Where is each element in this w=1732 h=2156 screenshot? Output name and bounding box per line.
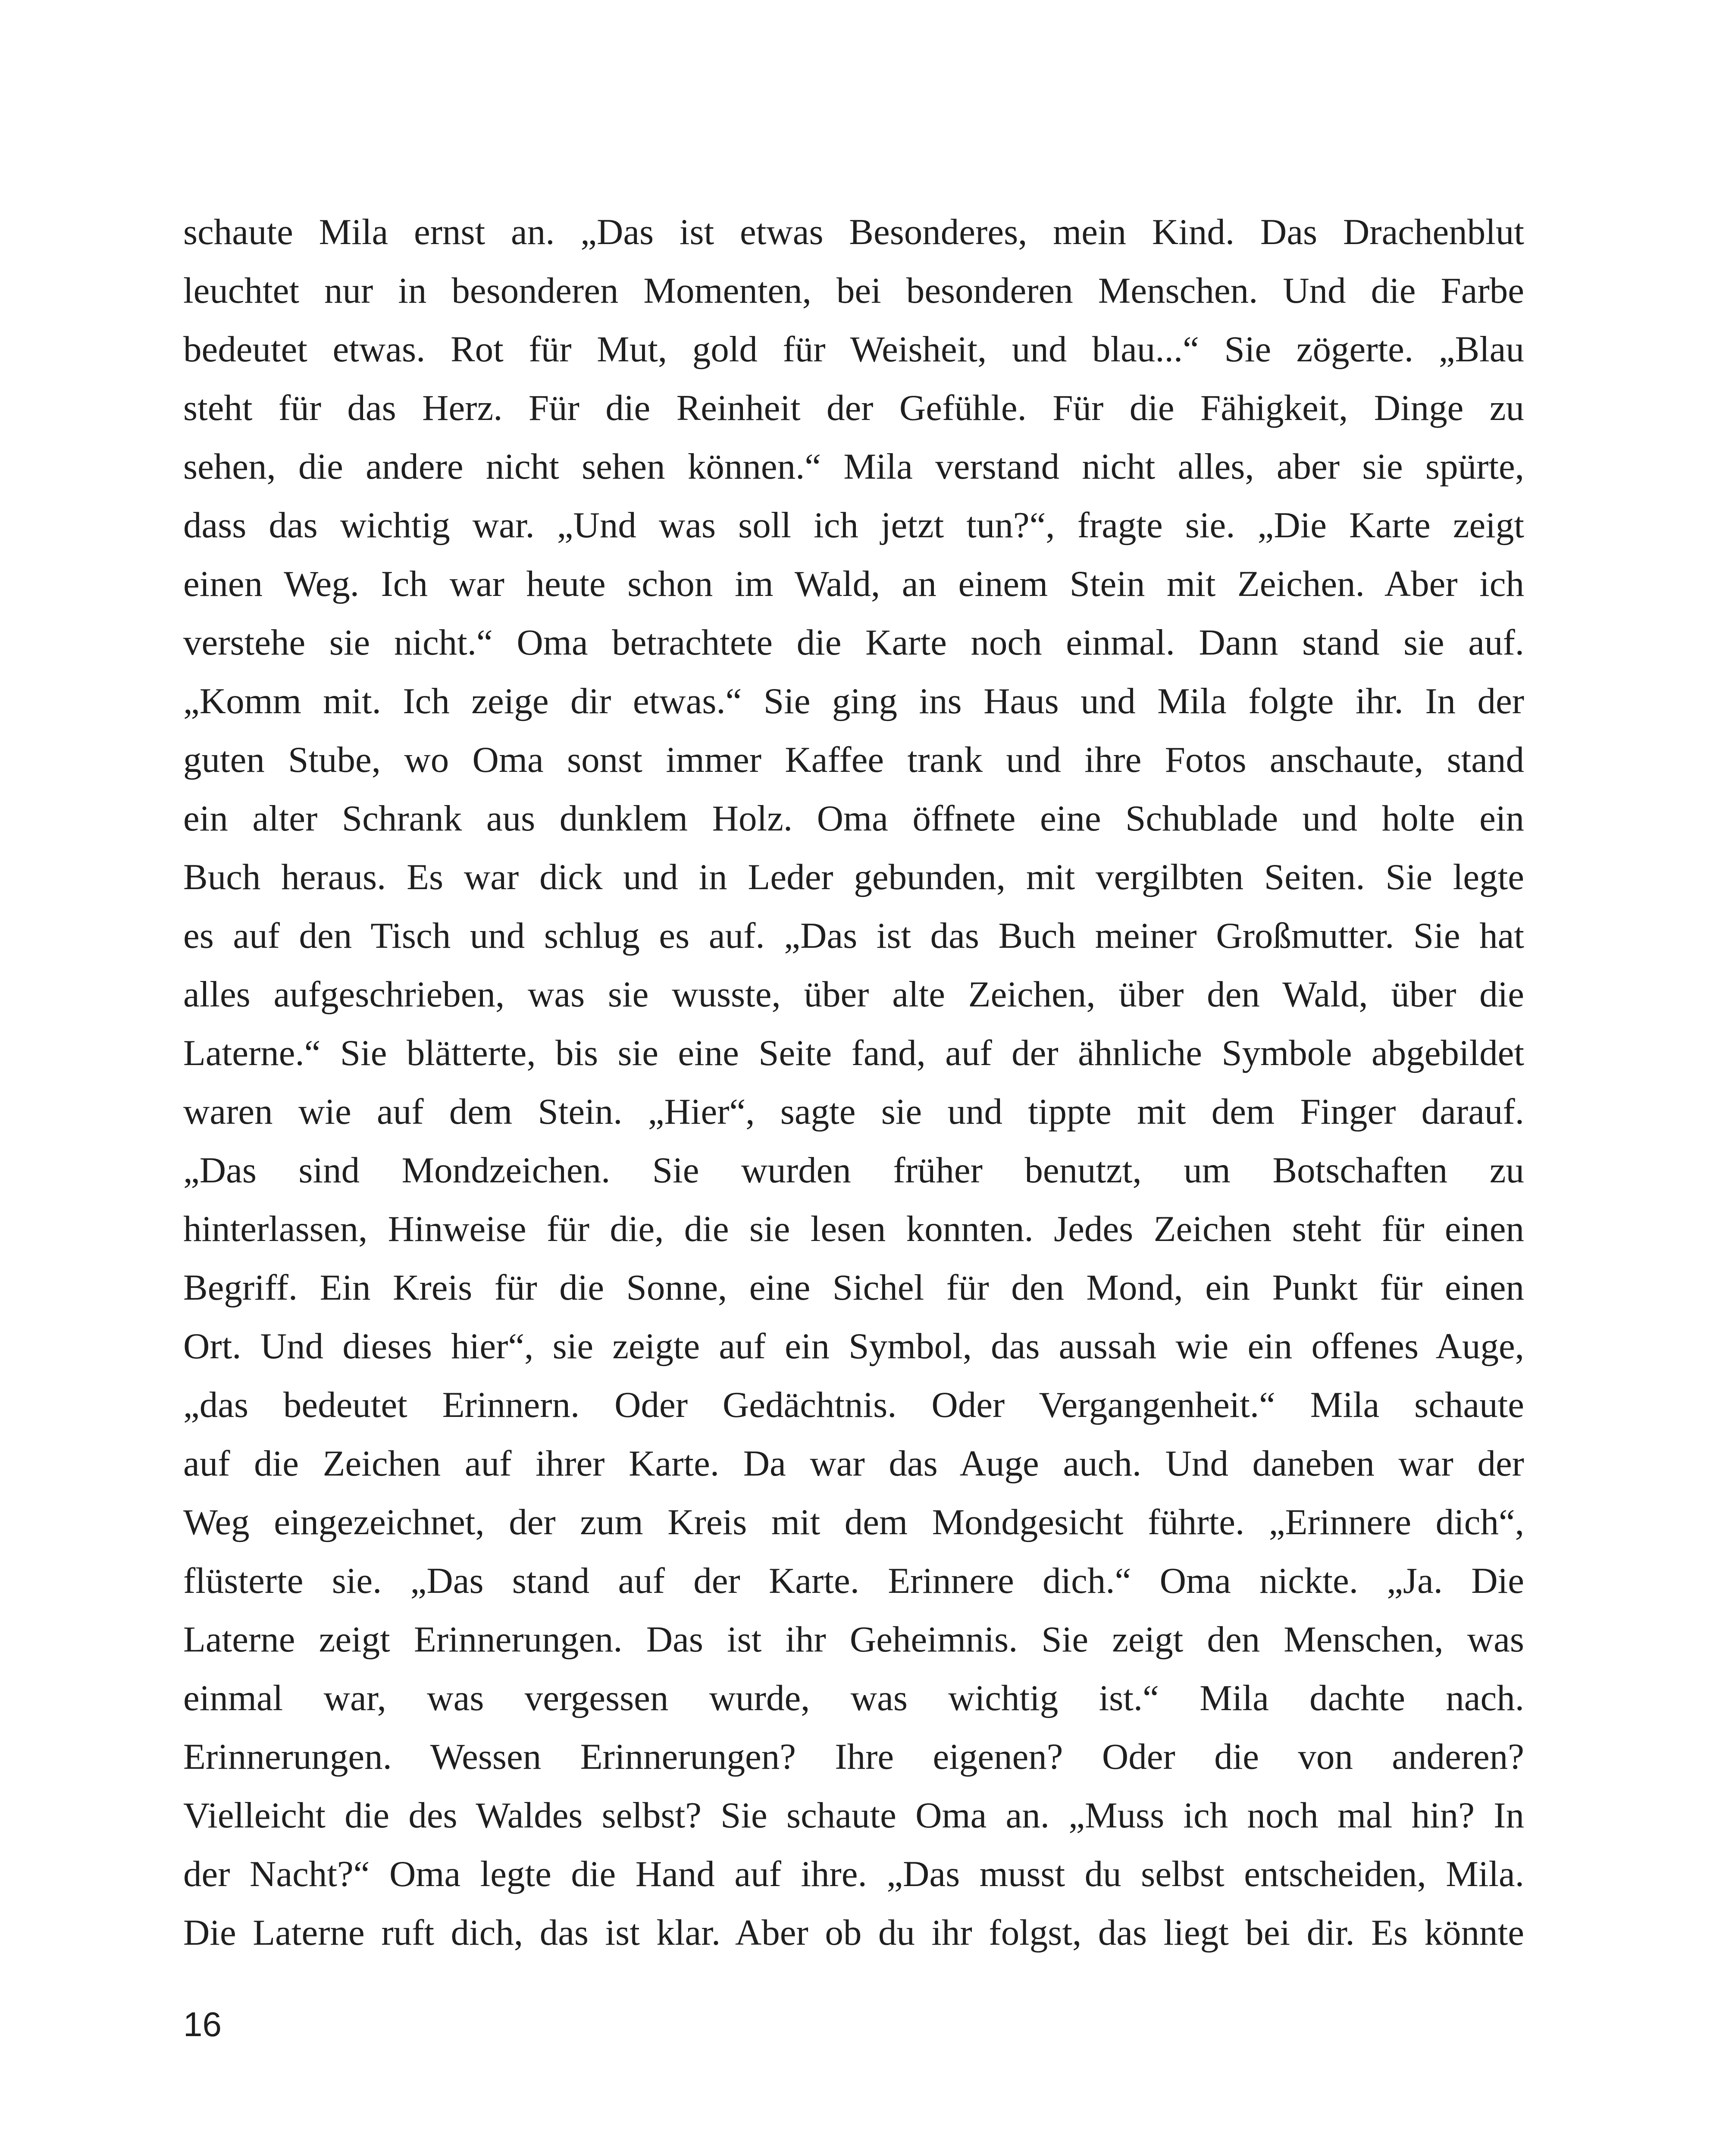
text-line: sehen, die andere nicht sehen können.“ Mila verstand nicht alles, aber sie spürte,: [183, 446, 1524, 487]
text-line: es auf den Tisch und schlug es auf. „Das ist das Buch meiner Großmutter. Sie hat: [183, 915, 1524, 956]
text-line: guten Stube, wo Oma sonst immer Kaffee trank und ihre Fotos anschaute, stand: [183, 740, 1524, 780]
text-line: auf die Zeichen auf ihrer Karte. Da war das Auge auch. Und daneben war der: [183, 1443, 1524, 1484]
text-line: alles aufgeschrieben, was sie wusste, über alte Zeichen, über den Wald, über die: [183, 974, 1524, 1015]
text-line: „Das sind Mondzeichen. Sie wurden früher benutzt, um Botschaften zu: [183, 1150, 1524, 1191]
text-line: hinterlassen, Hinweise für die, die sie lesen konnten. Jedes Zeichen steht für einen: [183, 1209, 1524, 1249]
text-line: einen Weg. Ich war heute schon im Wald, an einem Stein mit Zeichen. Aber ich: [183, 564, 1524, 604]
text-line: leuchtet nur in besonderen Momenten, bei besonderen Menschen. Und die Farbe: [183, 270, 1524, 311]
text-line: Vielleicht die des Waldes selbst? Sie schaute Oma an. „Muss ich noch mal hin? In: [183, 1795, 1524, 1836]
text-line: Laterne.“ Sie blätterte, bis sie eine Seite fand, auf der ähnliche Symbole abgebildet: [183, 1033, 1524, 1073]
text-line: „Komm mit. Ich zeige dir etwas.“ Sie ging ins Haus und Mila folgte ihr. In der: [183, 681, 1524, 721]
text-line: Buch heraus. Es war dick und in Leder gebunden, mit vergilbten Seiten. Sie legte: [183, 857, 1524, 897]
text-line: der Nacht?“ Oma legte die Hand auf ihre. „Das musst du selbst entscheiden, Mila.: [183, 1854, 1524, 1894]
text-line: „das bedeutet Erinnern. Oder Gedächtnis. Oder Vergangenheit.“ Mila schaute: [183, 1385, 1524, 1425]
text-line: Begriff. Ein Kreis für die Sonne, eine Sichel für den Mond, ein Punkt für einen: [183, 1267, 1524, 1308]
text-line: flüsterte sie. „Das stand auf der Karte. Erinnere dich.“ Oma nickte. „Ja. Die: [183, 1561, 1524, 1601]
text-line: dass das wichtig war. „Und was soll ich jetzt tun?“, fragte sie. „Die Karte zeigt: [183, 505, 1524, 545]
text-line: schaute Mila ernst an. „Das ist etwas Besonderes, mein Kind. Das Drachenblut: [183, 212, 1524, 252]
text-line: waren wie auf dem Stein. „Hier“, sagte sie und tippte mit dem Finger darauf.: [183, 1091, 1524, 1132]
text-line: einmal war, was vergessen wurde, was wichtig ist.“ Mila dachte nach.: [183, 1678, 1524, 1718]
text-line: ein alter Schrank aus dunklem Holz. Oma öffnete eine Schublade und holte ein: [183, 798, 1524, 839]
text-line: Weg eingezeichnet, der zum Kreis mit dem Mondgesicht führte. „Erinnere dich“,: [183, 1502, 1524, 1542]
text-line: Ort. Und dieses hier“, sie zeigte auf ein Symbol, das aussah wie ein offenes Auge,: [183, 1326, 1524, 1366]
text-line: steht für das Herz. Für die Reinheit der Gefühle. Für die Fähigkeit, Dinge zu: [183, 388, 1524, 428]
page-number: 16: [183, 2005, 222, 2043]
text-line: Laterne zeigt Erinnerungen. Das ist ihr Geheimnis. Sie zeigt den Menschen, was: [183, 1619, 1524, 1660]
text-line: verstehe sie nicht.“ Oma betrachtete die Karte noch einmal. Dann stand sie auf.: [183, 622, 1524, 663]
text-line: bedeutet etwas. Rot für Mut, gold für Weisheit, und blau...“ Sie zögerte. „Blau: [183, 329, 1524, 370]
text-line: Erinnerungen. Wessen Erinnerungen? Ihre eigenen? Oder die von anderen?: [183, 1736, 1524, 1777]
body-text: [183, 203, 1524, 1962]
text-line: Die Laterne ruft dich, das ist klar. Aber ob du ihr folgst, das liegt bei dir. Es könnte: [183, 1912, 1524, 1953]
